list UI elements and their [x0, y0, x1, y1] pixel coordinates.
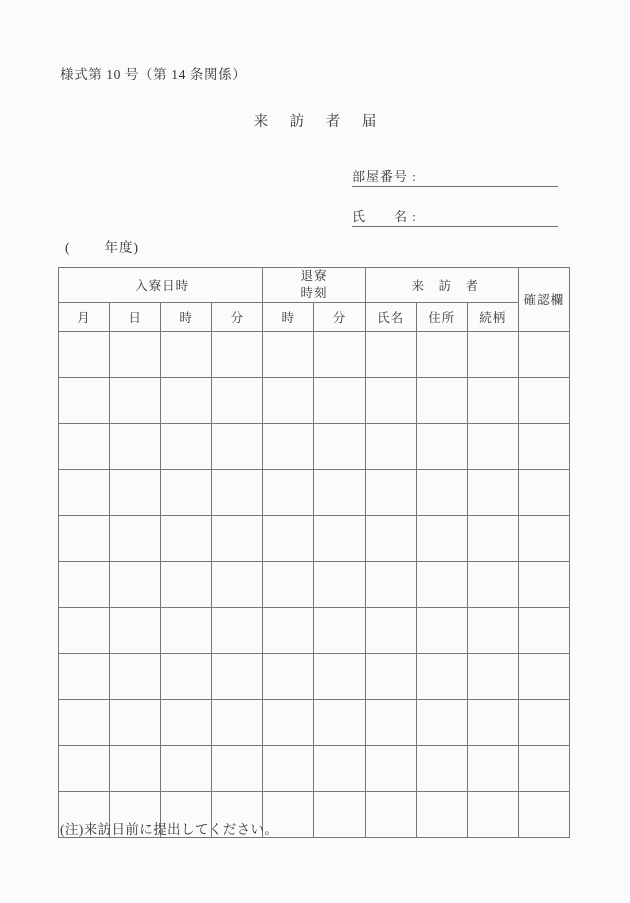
subheader-checkout-hour: 時 [263, 302, 314, 331]
cell-minute[interactable] [212, 515, 263, 561]
cell-visitor-name[interactable] [365, 469, 416, 515]
cell-hour[interactable] [161, 561, 212, 607]
cell-month[interactable] [59, 377, 110, 423]
cell-visitor-relation[interactable] [467, 331, 518, 377]
cell-hour[interactable] [161, 653, 212, 699]
subheader-visitor-address: 住所 [416, 302, 467, 331]
cell-minute[interactable] [212, 699, 263, 745]
cell-confirmation[interactable] [518, 653, 569, 699]
cell-checkout-minute[interactable] [314, 331, 365, 377]
cell-minute[interactable] [212, 653, 263, 699]
room-number-label: 部屋番号 : [352, 169, 417, 184]
cell-visitor-relation[interactable] [467, 791, 518, 837]
subheader-visitor-name: 氏名 [365, 302, 416, 331]
table-body [59, 331, 570, 837]
table-sub-header-row [59, 302, 570, 331]
cell-checkout-minute[interactable] [314, 653, 365, 699]
cell-month[interactable] [59, 469, 110, 515]
cell-checkout-hour[interactable] [263, 377, 314, 423]
cell-visitor-relation[interactable] [467, 699, 518, 745]
cell-hour[interactable] [161, 607, 212, 653]
cell-checkout-hour[interactable] [263, 515, 314, 561]
cell-visitor-relation[interactable] [467, 653, 518, 699]
cell-visitor-address[interactable] [416, 377, 467, 423]
cell-minute[interactable] [212, 331, 263, 377]
fiscal-year-open-paren: ( [65, 240, 71, 255]
cell-visitor-address[interactable] [416, 607, 467, 653]
cell-checkout-hour[interactable] [263, 653, 314, 699]
cell-visitor-name[interactable] [365, 331, 416, 377]
subheader-visitor-relation: 続柄 [467, 302, 518, 331]
cell-checkout-hour[interactable] [263, 561, 314, 607]
cell-day[interactable] [110, 469, 161, 515]
cell-visitor-relation[interactable] [467, 561, 518, 607]
cell-month[interactable] [59, 561, 110, 607]
cell-confirmation[interactable] [518, 377, 569, 423]
cell-visitor-address[interactable] [416, 331, 467, 377]
cell-visitor-address[interactable] [416, 423, 467, 469]
subheader-day: 日 [110, 302, 161, 331]
cell-checkout-minute[interactable] [314, 469, 365, 515]
cell-visitor-name[interactable] [365, 653, 416, 699]
cell-visitor-name[interactable] [365, 791, 416, 837]
cell-confirmation[interactable] [518, 515, 569, 561]
cell-checkout-minute[interactable] [314, 377, 365, 423]
cell-confirmation[interactable] [518, 423, 569, 469]
cell-visitor-relation[interactable] [467, 469, 518, 515]
cell-visitor-name[interactable] [365, 377, 416, 423]
header-checkout-time [263, 268, 365, 303]
table-row [59, 561, 570, 607]
cell-minute[interactable] [212, 745, 263, 791]
cell-confirmation[interactable] [518, 469, 569, 515]
cell-visitor-name[interactable] [365, 423, 416, 469]
cell-minute[interactable] [212, 607, 263, 653]
cell-checkout-hour[interactable] [263, 745, 314, 791]
cell-visitor-name[interactable] [365, 515, 416, 561]
cell-hour[interactable] [161, 469, 212, 515]
cell-visitor-name[interactable] [365, 745, 416, 791]
cell-day[interactable] [110, 699, 161, 745]
footer-note: (注)来訪日前に提出してください。 [60, 822, 279, 837]
cell-confirmation[interactable] [518, 331, 569, 377]
cell-checkout-minute[interactable] [314, 423, 365, 469]
resident-name-field[interactable] [352, 206, 558, 227]
cell-hour[interactable] [161, 423, 212, 469]
cell-visitor-name[interactable] [365, 561, 416, 607]
cell-confirmation[interactable] [518, 607, 569, 653]
room-number-field[interactable] [352, 166, 558, 187]
cell-day[interactable] [110, 515, 161, 561]
cell-confirmation[interactable] [518, 745, 569, 791]
cell-visitor-relation[interactable] [467, 377, 518, 423]
cell-month[interactable] [59, 653, 110, 699]
table-row [59, 423, 570, 469]
cell-visitor-name[interactable] [365, 699, 416, 745]
cell-day[interactable] [110, 331, 161, 377]
cell-month[interactable] [59, 745, 110, 791]
cell-checkout-minute[interactable] [314, 561, 365, 607]
subheader-month: 月 [59, 302, 110, 331]
header-checkout-time-line1: 退寮 [300, 269, 328, 283]
cell-month[interactable] [59, 699, 110, 745]
cell-visitor-relation[interactable] [467, 515, 518, 561]
table-row [59, 745, 570, 791]
fiscal-year-field[interactable] [65, 236, 139, 256]
cell-minute[interactable] [212, 423, 263, 469]
cell-visitor-address[interactable] [416, 653, 467, 699]
cell-checkout-minute[interactable] [314, 607, 365, 653]
cell-checkout-minute[interactable] [314, 699, 365, 745]
cell-visitor-address[interactable] [416, 515, 467, 561]
table-row [59, 469, 570, 515]
cell-checkout-minute[interactable] [314, 515, 365, 561]
table-row [59, 607, 570, 653]
cell-month[interactable] [59, 423, 110, 469]
cell-visitor-relation[interactable] [467, 423, 518, 469]
cell-hour[interactable] [161, 331, 212, 377]
cell-confirmation[interactable] [518, 699, 569, 745]
cell-hour[interactable] [161, 699, 212, 745]
cell-hour[interactable] [161, 745, 212, 791]
cell-checkout-hour[interactable] [263, 469, 314, 515]
subheader-checkout-minute: 分 [314, 302, 365, 331]
fiscal-year-label: 年度) [104, 240, 139, 255]
header-checkout-time-line2: 時刻 [300, 285, 328, 300]
header-visitor-group: 来 訪 者 [365, 268, 518, 303]
cell-visitor-name[interactable] [365, 607, 416, 653]
header-confirmation: 確認欄 [518, 268, 569, 332]
cell-visitor-address[interactable] [416, 561, 467, 607]
cell-visitor-address[interactable] [416, 699, 467, 745]
cell-hour[interactable] [161, 377, 212, 423]
page-title: 来 訪 者 届 [253, 114, 386, 130]
cell-day[interactable] [110, 745, 161, 791]
table-row [59, 699, 570, 745]
cell-checkout-hour[interactable] [263, 423, 314, 469]
cell-checkout-minute[interactable] [314, 791, 365, 837]
cell-minute[interactable] [212, 561, 263, 607]
cell-visitor-address[interactable] [416, 791, 467, 837]
cell-confirmation[interactable] [518, 791, 569, 837]
cell-day[interactable] [110, 561, 161, 607]
cell-checkout-hour[interactable] [263, 331, 314, 377]
table-row [59, 377, 570, 423]
cell-day[interactable] [110, 607, 161, 653]
table-group-header-row [59, 268, 570, 303]
resident-name-label: 氏 名 : [352, 209, 417, 224]
cell-hour[interactable] [161, 515, 212, 561]
cell-confirmation[interactable] [518, 561, 569, 607]
subheader-hour: 時 [161, 302, 212, 331]
table-row [59, 653, 570, 699]
form-number: 様式第 10 号（第 14 条関係） [60, 67, 247, 82]
cell-day[interactable] [110, 653, 161, 699]
cell-checkout-minute[interactable] [314, 745, 365, 791]
cell-month[interactable] [59, 331, 110, 377]
cell-day[interactable] [110, 423, 161, 469]
table-row [59, 331, 570, 377]
cell-month[interactable] [59, 515, 110, 561]
subheader-minute: 分 [212, 302, 263, 331]
cell-visitor-address[interactable] [416, 745, 467, 791]
cell-visitor-relation[interactable] [467, 607, 518, 653]
header-checkin-datetime: 入寮日時 [59, 268, 263, 303]
cell-minute[interactable] [212, 377, 263, 423]
cell-month[interactable] [59, 607, 110, 653]
visitor-log-table [58, 267, 570, 838]
cell-checkout-hour[interactable] [263, 699, 314, 745]
cell-minute[interactable] [212, 469, 263, 515]
table-header [59, 268, 570, 332]
cell-checkout-hour[interactable] [263, 607, 314, 653]
table-row [59, 515, 570, 561]
cell-day[interactable] [110, 377, 161, 423]
cell-visitor-address[interactable] [416, 469, 467, 515]
cell-visitor-relation[interactable] [467, 745, 518, 791]
